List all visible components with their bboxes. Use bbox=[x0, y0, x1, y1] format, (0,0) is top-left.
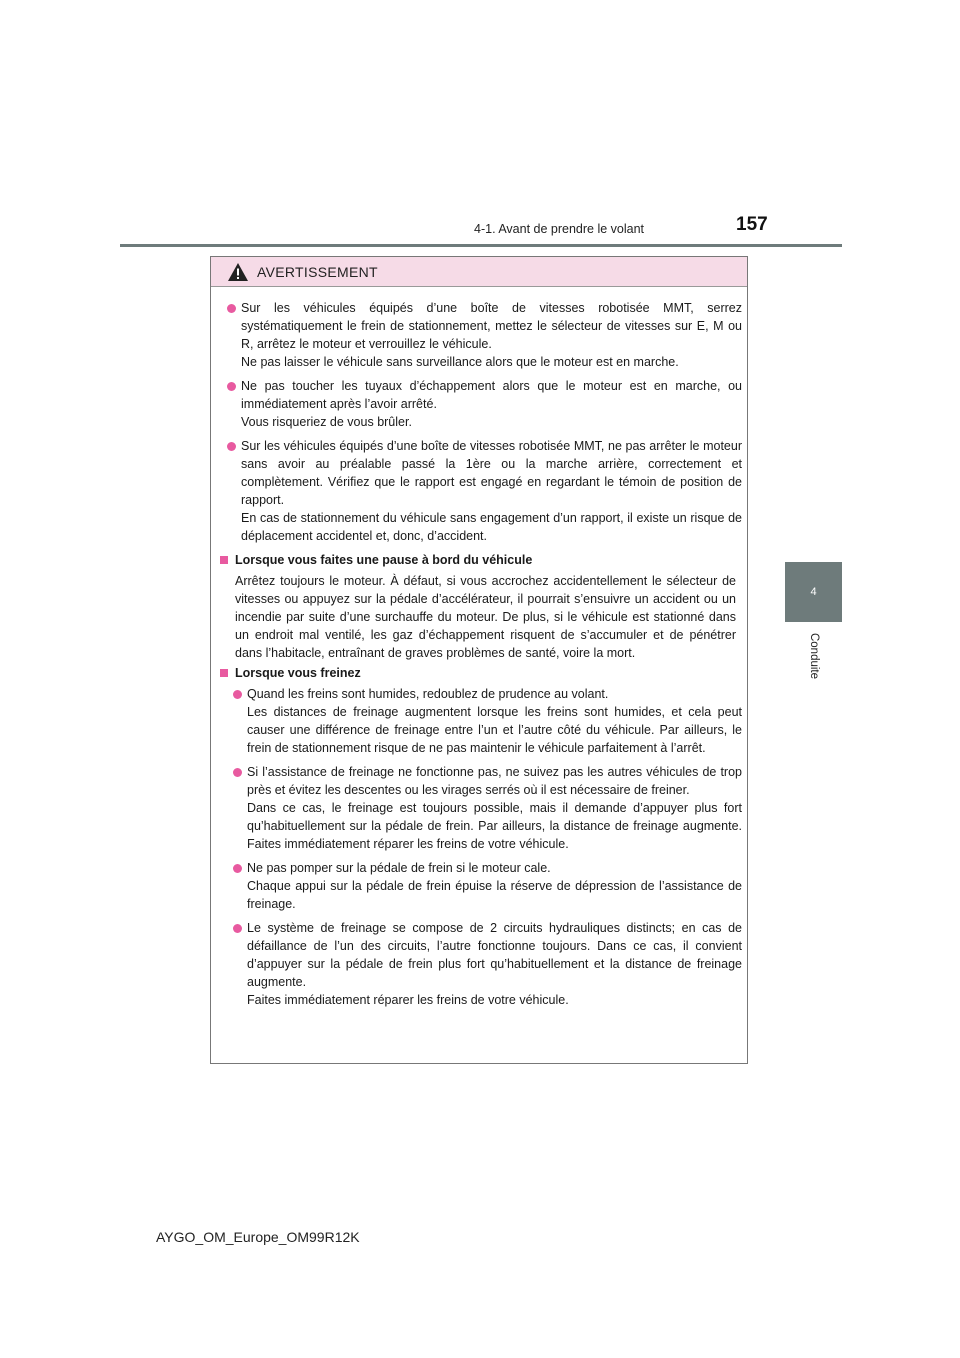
chapter-number: 4 bbox=[810, 586, 817, 598]
item-paragraph: Vous risqueriez de vous brûler. bbox=[241, 415, 412, 429]
section-title: Lorsque vous freinez bbox=[235, 666, 361, 680]
warning-item bbox=[217, 919, 742, 1009]
bullet-dot-icon bbox=[227, 304, 236, 313]
warning-item bbox=[217, 859, 742, 913]
warning-body bbox=[211, 287, 747, 1009]
warning-item bbox=[217, 763, 742, 853]
bullet-square-icon bbox=[220, 669, 228, 677]
item-paragraph: Sur les véhicules équipés d’une boîte de vitesses robotisée MMT, serrez systématiquement le frein de stationnement, mettez le sélecteur de vitesses sur E, M ou R, arrêtez le moteur et verrouillez le véhicule. bbox=[241, 301, 742, 351]
warning-item bbox=[217, 685, 742, 757]
item-paragraph: Chaque appui sur la pédale de frein épuise la réserve de dépression de l’assistance de freinage. bbox=[247, 879, 742, 911]
page-number: 157 bbox=[736, 214, 768, 235]
bullet-dot-icon bbox=[227, 382, 236, 391]
document-code: AYGO_OM_Europe_OM99R12K bbox=[156, 1229, 360, 1245]
item-paragraph: Dans ce cas, le freinage est toujours possible, mais il demande d’appuyer plus fort qu’habituellement sur la pédale de frein. Par ailleurs, la distance de freinage augmente. Faites immédiatement réparer les freins de votre véhicule. bbox=[247, 801, 742, 851]
section-title: Lorsque vous faites une pause à bord du véhicule bbox=[235, 553, 533, 567]
warning-box bbox=[210, 256, 748, 1064]
item-paragraph: Faites immédiatement réparer les freins de votre véhicule. bbox=[247, 993, 569, 1007]
warning-triangle-icon bbox=[227, 262, 249, 282]
chapter-label: Conduite bbox=[808, 632, 820, 680]
running-header-section: 4-1. Avant de prendre le volant bbox=[474, 222, 645, 236]
warning-item bbox=[217, 437, 742, 545]
item-paragraph: Les distances de freinage augmentent lorsque les freins sont humides, et cela peut causer une différence de freinage entre l’un et l’autre côté du véhicule. Par ailleurs, le frein de stationnement risque de ne pas maintenir le véhicule parfaitement à l’arrêt. bbox=[247, 705, 742, 755]
item-paragraph: Ne pas toucher les tuyaux d’échappement alors que le moteur est en marche, ou immédiatement après l’avoir arrêté. bbox=[241, 379, 742, 411]
bullet-square-icon bbox=[220, 556, 228, 564]
bullet-dot-icon bbox=[227, 442, 236, 451]
item-paragraph: Le système de freinage se compose de 2 circuits hydrauliques distincts; en cas de défaillance de l’un des circuits, l’autre fonctionne toujours. Dans ce cas, il convient d’appuyer sur la pédale de frein plus fort qu’habituellement et la distance de freinage augmente. bbox=[247, 921, 742, 989]
warning-title: AVERTISSEMENT bbox=[257, 263, 378, 280]
warning-item bbox=[217, 299, 742, 371]
item-paragraph: Si l’assistance de freinage ne fonctionne pas, ne suivez pas les autres véhicules de trop près et évitez les descentes ou les virages serrés où il est nécessaire de freiner. bbox=[247, 765, 742, 797]
bullet-dot-icon bbox=[233, 768, 242, 777]
item-paragraph: Ne pas laisser le véhicule sans surveillance alors que le moteur est en marche. bbox=[241, 355, 679, 369]
section-text: Arrêtez toujours le moteur. À défaut, si vous accrochez accidentellement le sélecteur de vitesses ou appuyez sur la pédale d’accélérateur, il pourrait s’ensuivre un accident ou un incendie par suite d’une surchauffe du moteur. De plus, si le véhicule est stationné dans un endroit mal ventilé, les gaz d’échappement risquent de s’accumuler et de pénétrer dans l’habitacle, entraînant de graves problèmes de santé, voire la mort. bbox=[235, 574, 736, 660]
warning-item bbox=[217, 377, 742, 431]
item-paragraph: Ne pas pomper sur la pédale de frein si le moteur cale. bbox=[247, 861, 551, 875]
item-paragraph: Quand les freins sont humides, redoublez de prudence au volant. bbox=[247, 687, 609, 701]
bullet-dot-icon bbox=[233, 690, 242, 699]
item-paragraph: Sur les véhicules équipés d’une boîte de vitesses robotisée MMT, ne pas arrêter le moteur sans avoir au préalable passé la 1ère ou la marche arrière, correctement et complètement. Vérifiez que le rapport est engagé en regardant le témoin de position de rapport. bbox=[241, 439, 742, 507]
section-brake bbox=[217, 664, 742, 682]
bullet-dot-icon bbox=[233, 924, 242, 933]
warning-header bbox=[211, 257, 747, 287]
section-pause bbox=[217, 551, 742, 662]
bullet-dot-icon bbox=[233, 864, 242, 873]
item-paragraph: En cas de stationnement du véhicule sans engagement d’un rapport, il existe un risque de déplacement accidentel et, donc, d’accident. bbox=[241, 511, 742, 543]
header-divider bbox=[120, 244, 842, 247]
